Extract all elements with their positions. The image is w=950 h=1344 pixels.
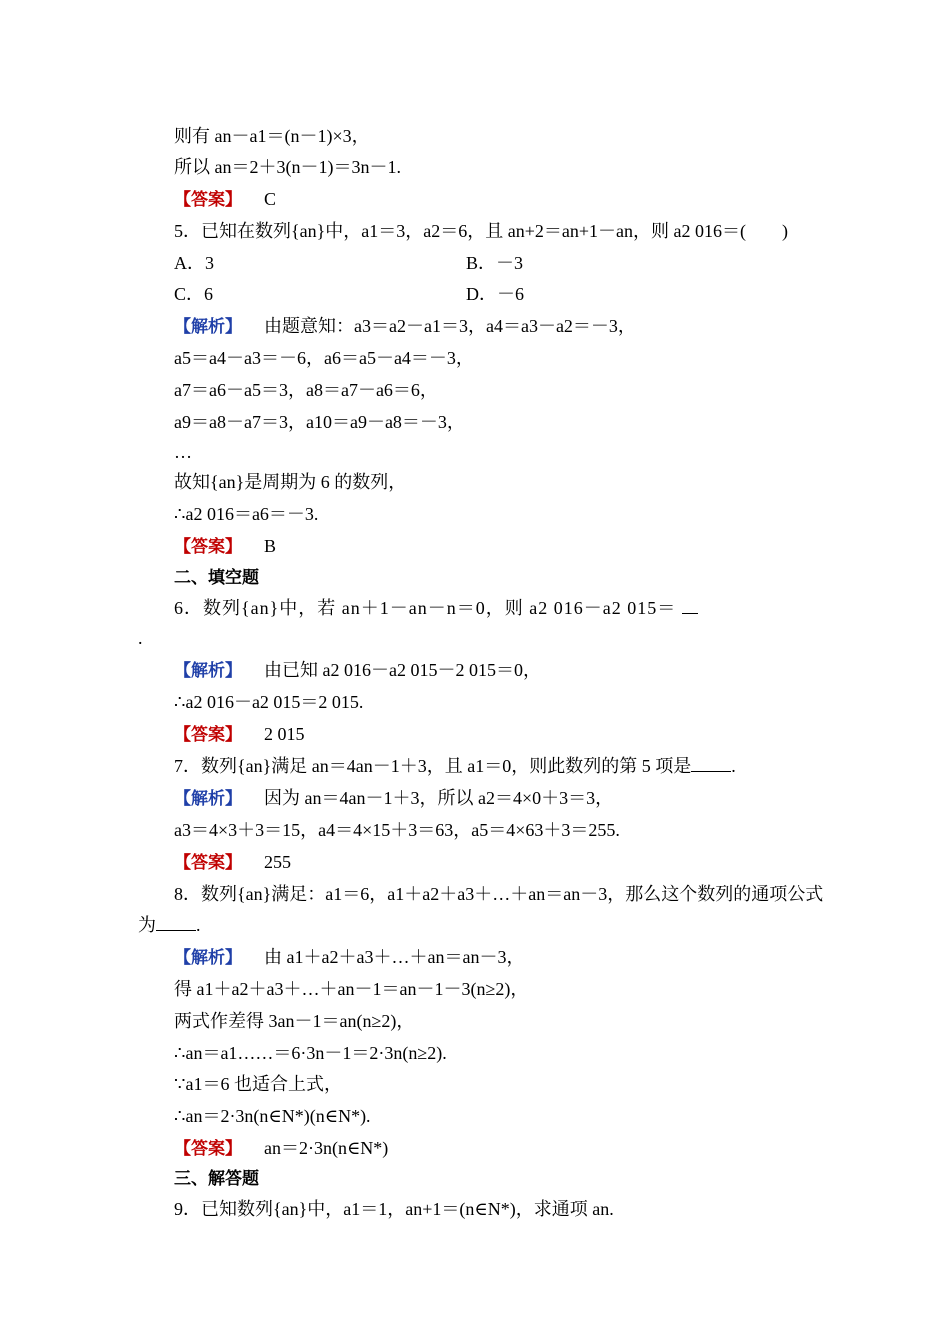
text-line: 两式作差得 3an－1＝an(n≥2)，	[174, 1011, 415, 1031]
answer-blank	[682, 597, 698, 614]
text-line: ∴an＝2·3n(n∈N*)(n∈N*).	[174, 1106, 371, 1126]
analysis-line	[174, 945, 524, 970]
answer-label: 【答案】	[174, 1139, 242, 1159]
choice-b: B．－3	[466, 253, 524, 273]
choice-a: A．3	[174, 253, 214, 273]
analysis-text: 由 a1＋a2＋a3＋…＋an＝an－3，	[264, 947, 525, 967]
text-line: ∴a2 016－a2 015＝2 015.	[174, 692, 364, 712]
answer-line	[174, 850, 291, 875]
text-line: ∴a2 016＝a6＝－3.	[174, 504, 319, 524]
question-7	[174, 754, 736, 778]
text-line: 则有 an－a1＝(n－1)×3，	[174, 126, 370, 146]
text-line: 所以 an＝2＋3(n－1)＝3n－1.	[174, 157, 401, 177]
text-line	[138, 913, 201, 937]
answer-line	[174, 1136, 388, 1161]
analysis-line	[174, 314, 636, 339]
question-8: 8．数列{an}满足：a1＝6，a1＋a2＋a3＋…＋an＝an－3，那么这个数列的通项公式	[174, 884, 824, 904]
answer-blank	[691, 755, 731, 772]
text-line: a9＝a8－a7＝3，a10＝a9－a8＝－3，	[174, 412, 465, 432]
answer-value: C	[264, 189, 277, 209]
question-text: 6．数列{an}中，若 an＋1－an－n＝0，则 a2 016－a2 015＝	[174, 598, 677, 618]
analysis-label: 【解析】	[174, 789, 242, 809]
text-line: ∴an＝a1……＝6·3n－1＝2·3n(n≥2).	[174, 1043, 447, 1063]
question-9: 9．已知数列{an}中，a1＝1，an+1＝(n∈N*)，求通项 an.	[174, 1199, 614, 1219]
section-heading: 三、解答题	[174, 1169, 259, 1189]
answer-label: 【答案】	[174, 190, 242, 210]
text-line: 故知{an}是周期为 6 的数列，	[174, 472, 407, 492]
choice-c: C．6	[174, 284, 214, 304]
text-line: …	[174, 442, 192, 462]
analysis-text: 由已知 a2 016－a2 015－2 015＝0，	[264, 660, 541, 680]
answer-label: 【答案】	[174, 537, 242, 557]
answer-label: 【答案】	[174, 853, 242, 873]
choice-row	[174, 282, 774, 306]
analysis-label: 【解析】	[174, 317, 242, 337]
answer-value: 2 015	[264, 724, 305, 744]
period: .	[196, 915, 201, 935]
choice-row	[174, 251, 774, 275]
text-line: a7＝a6－a5＝3，a8＝a7－a6＝6，	[174, 380, 438, 400]
text-line: .	[138, 628, 143, 648]
analysis-text: 因为 an＝4an－1＋3，所以 a2＝4×0＋3＝3，	[264, 788, 614, 808]
answer-label: 【答案】	[174, 725, 242, 745]
question-6	[174, 596, 698, 620]
answer-value: an＝2·3n(n∈N*)	[264, 1138, 389, 1158]
answer-blank	[156, 914, 196, 931]
analysis-line	[174, 786, 613, 811]
answer-line	[174, 187, 276, 212]
question-text: 7．数列{an}满足 an＝4an－1＋3，且 a1＝0，则此数列的第 5 项是	[174, 756, 692, 776]
question-5: 5．已知在数列{an}中，a1＝3，a2＝6，且 an+2＝an+1－an，则 a2 016＝( )	[174, 221, 788, 241]
section-heading: 二、填空题	[174, 568, 259, 588]
analysis-line	[174, 658, 541, 683]
analysis-text: 由题意知：a3＝a2－a1＝3，a4＝a3－a2＝－3，	[264, 316, 636, 336]
question-text: 为	[138, 915, 156, 935]
text-line: a5＝a4－a3＝－6，a6＝a5－a4＝－3，	[174, 348, 474, 368]
answer-value: B	[264, 536, 277, 556]
answer-line	[174, 722, 305, 747]
answer-value: 255	[264, 852, 291, 872]
text-line: 得 a1＋a2＋a3＋…＋an－1＝an－1－3(n≥2)，	[174, 979, 529, 999]
text-line: ∵a1＝6 也适合上式，	[174, 1074, 342, 1094]
choice-d: D．－6	[466, 284, 524, 304]
answer-line	[174, 534, 276, 559]
period: .	[731, 756, 736, 776]
analysis-label: 【解析】	[174, 948, 242, 968]
analysis-label: 【解析】	[174, 661, 242, 681]
text-line: a3＝4×3＋3＝15，a4＝4×15＋3＝63，a5＝4×63＋3＝255.	[174, 820, 620, 840]
